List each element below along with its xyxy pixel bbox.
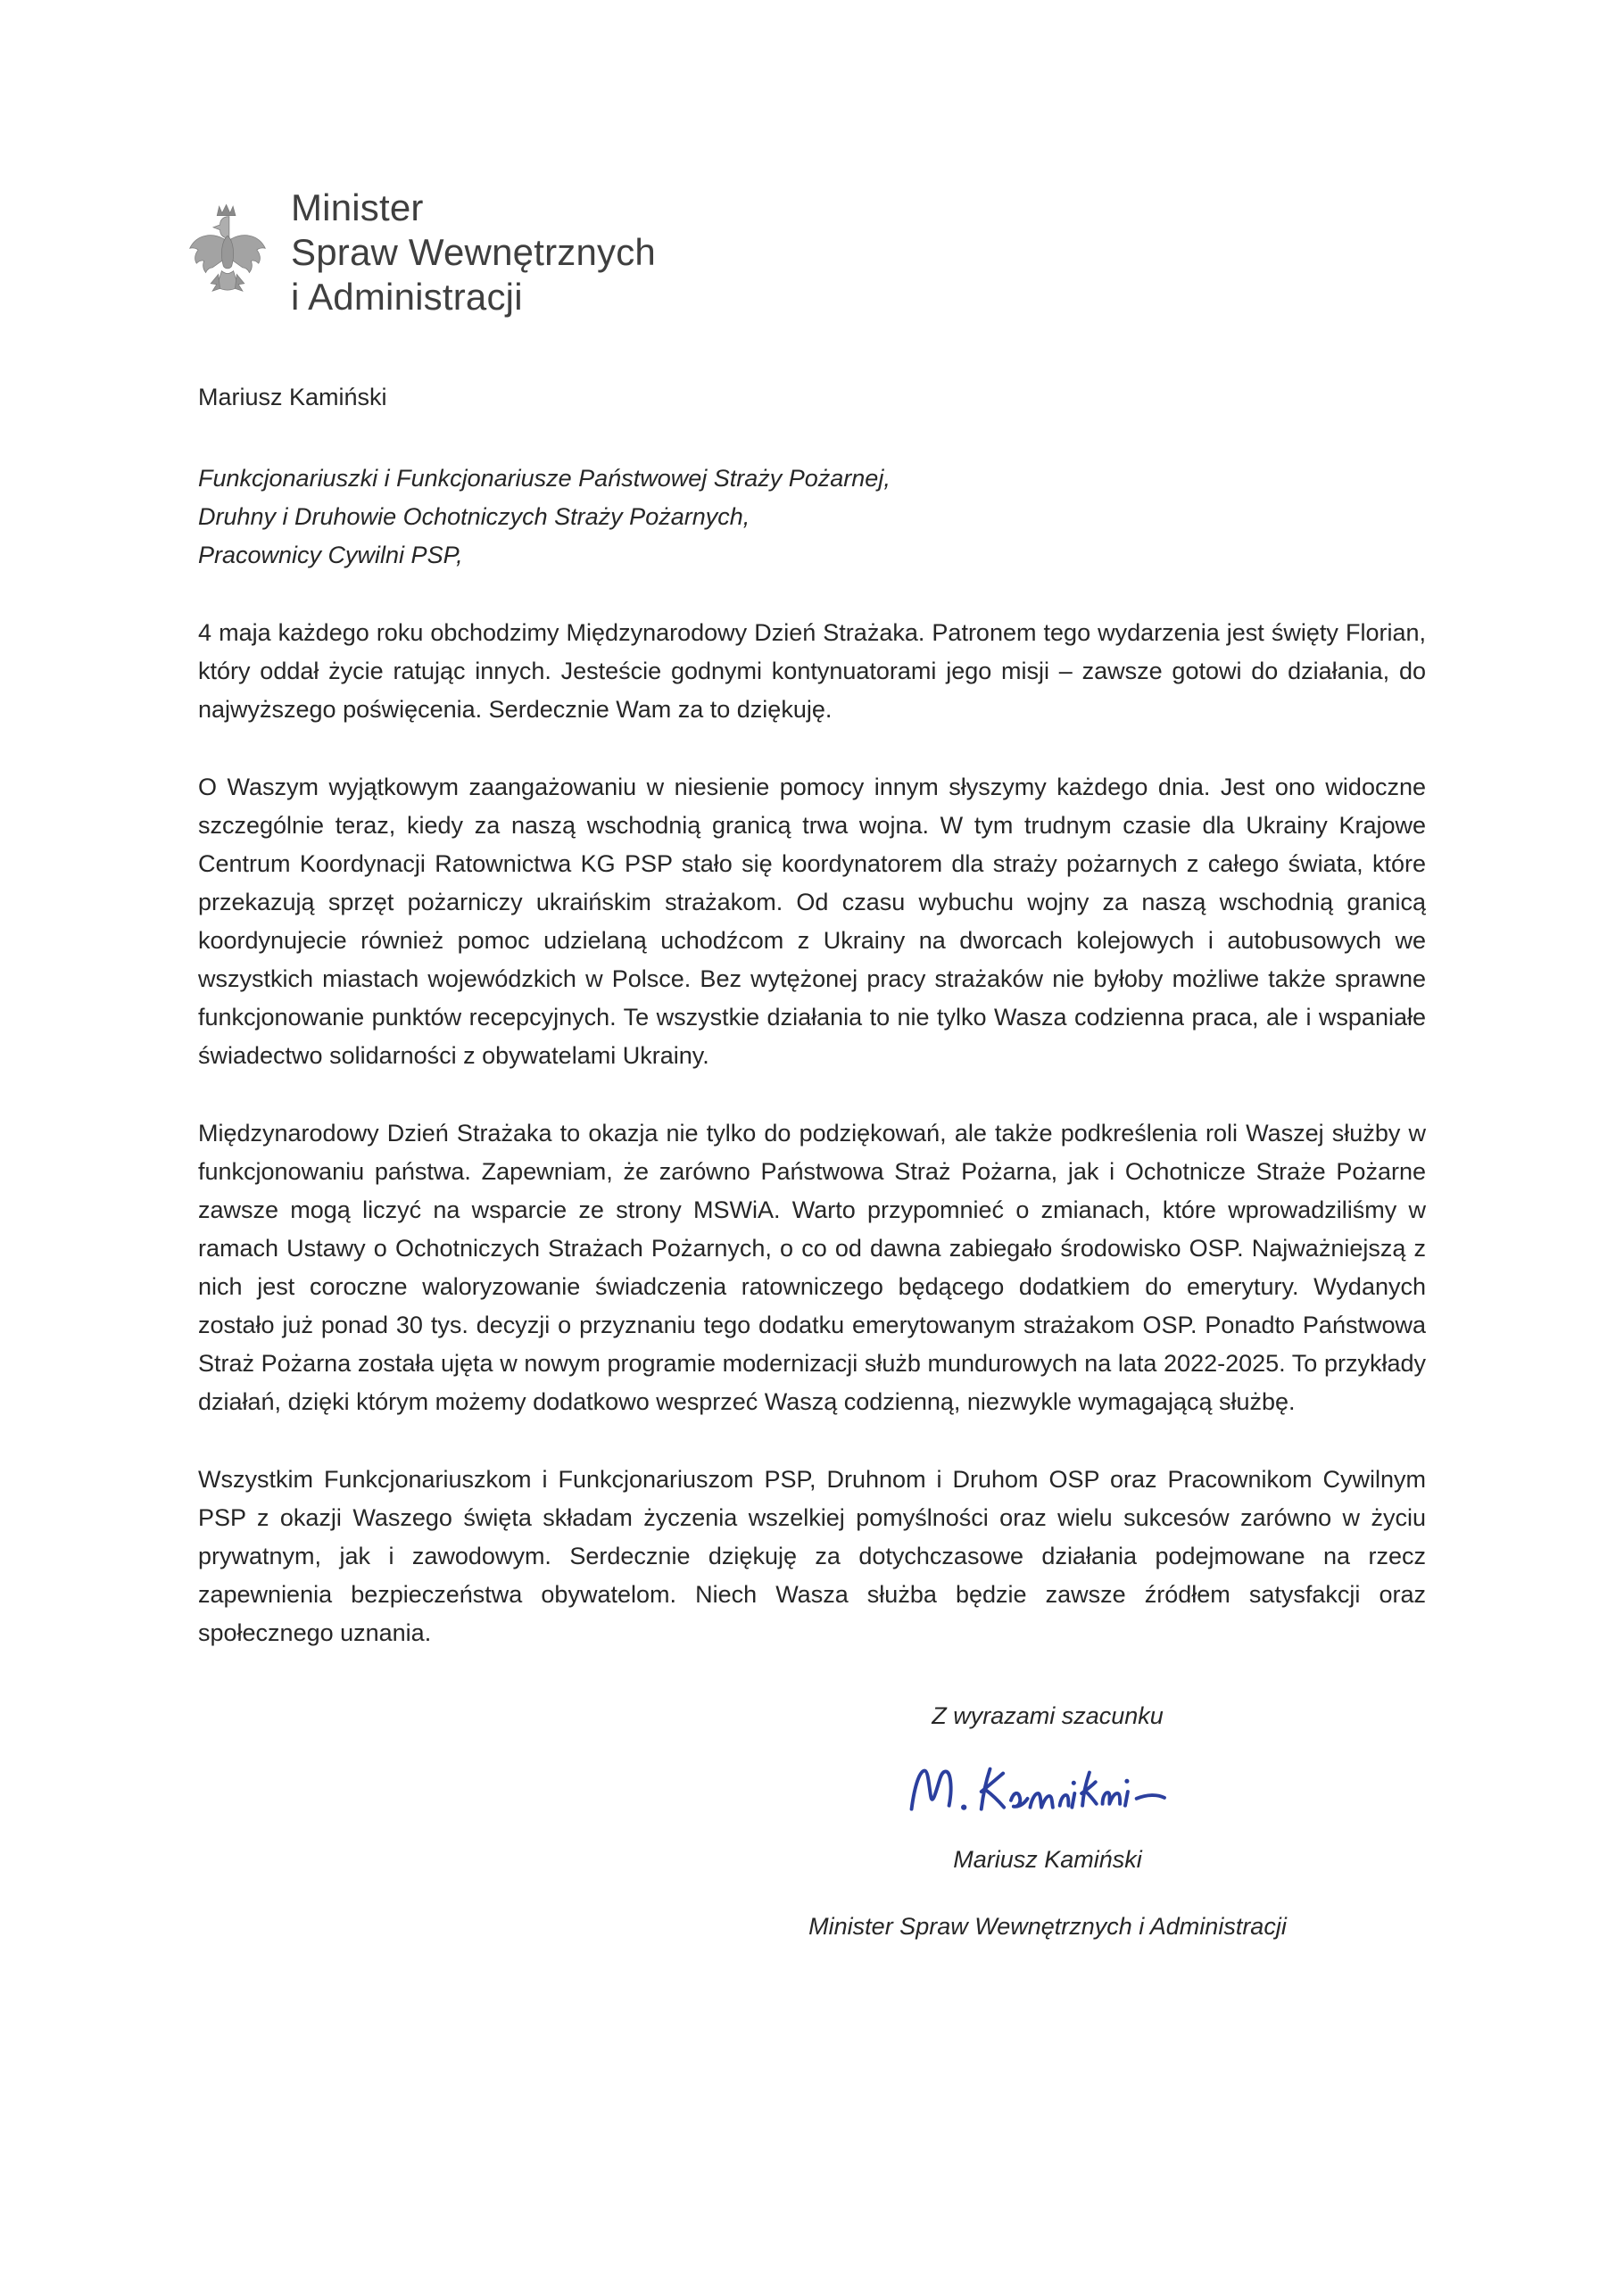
body-paragraph-4: Wszystkim Funkcjonariuszkom i Funkcjonariuszom PSP, Druhnom i Druhom OSP oraz Pracownikom Cywilnym PSP z okazji Waszego święta składam życzenia wszelkiej pomyślności oraz wielu sukcesów zarówno w życiu prywatnym, jak i zawodowym. Serdecznie dziękuję za dotychczasowe działania podejmowane na rzecz zapewnienia bezpieczeństwa obywatelom. Niech Wasza służba będzie zawsze źródłem satysfakcji oraz społecznego uznania. bbox=[198, 1466, 1426, 1646]
ministry-line-3: i Administracji bbox=[291, 276, 523, 318]
body-paragraph-3: Międzynarodowy Dzień Strażaka to okazja nie tylko do podziękowań, ale także podkreślenia roli Waszej służby w funkcjonowaniu państwa. Zapewniam, że zarówno Państwowa Straż Pożarna, jak i Ochotnicze Straże Pożarne zawsze mogą liczyć na wsparcie ze strony MSWiA. Warto przypomnieć o zmianach, które wprowadziliśmy w ramach Ustawy o Ochotniczych Strażach Pożarnych, o co od dawna zabiegało środowisko OSP. Najważniejszą z nich jest coroczne waloryzowanie świadczenia ratowniczego będącego dodatkiem do emerytury. Wydanych zostało już ponad 30 tys. decyzji o przyznaniu tego dodatku emerytowanym strażakom OSP. Ponadto Państwowa Straż Pożarna została ujęta w nowym programie modernizacji służb mundurowych na lata 2022-2025. To przykłady działań, dzięki którym możemy dodatkowo wesprzeć Waszą codzienną, niezwykle wymagającą służbę. bbox=[198, 1120, 1426, 1415]
coat-of-arms-eagle-icon bbox=[186, 201, 269, 304]
salutation-line-2: Druhny i Druhowie Ochotniczych Straży Pożarnych, bbox=[198, 503, 750, 530]
closing-block bbox=[708, 1697, 1387, 1946]
ministry-name bbox=[291, 186, 656, 319]
salutation-block bbox=[198, 459, 1426, 575]
salutation-line-1: Funkcjonariuszki i Funkcjonariusze Państwowej Straży Pożarnej, bbox=[198, 465, 891, 492]
ministry-line-2: Spraw Wewnętrznych bbox=[291, 231, 656, 273]
closing-salutation: Z wyrazami szacunku bbox=[932, 1702, 1164, 1729]
signature-name: Mariusz Kamiński bbox=[953, 1846, 1142, 1873]
ministry-line-1: Minister bbox=[291, 186, 424, 228]
sender-name: Mariusz Kamiński bbox=[198, 384, 387, 410]
handwritten-signature-icon bbox=[898, 1755, 1197, 1832]
body-paragraph-1: 4 maja każdego roku obchodzimy Międzynarodowy Dzień Strażaka. Patronem tego wydarzenia jest święty Florian, który oddał życie ratując innych. Jesteście godnymi kontynuatorami jego misji – zawsze gotowi do działania, do najwyższego poświęcenia. Serdecznie Wam za to dziękuję. bbox=[198, 619, 1426, 723]
body-paragraph-2: O Waszym wyjątkowym zaangażowaniu w niesienie pomocy innym słyszymy każdego dnia. Jest ono widoczne szczególnie teraz, kiedy za naszą wschodnią granicą trwa wojna. W tym trudnym czasie dla Ukrainy Krajowe Centrum Koordynacji Ratownictwa KG PSP stało się koordynatorem dla straży pożarnych z całego świata, które przekazują sprzęt pożarniczy ukraińskim strażakom. Od czasu wybuchu wojny za naszą wschodnią granicą koordynujecie również pomoc udzielaną uchodźcom z Ukrainy na dworcach kolejowych i autobusowych we wszystkich miastach wojewódzkich w Polsce. Bez wytężonej pracy strażaków nie byłoby możliwe także sprawne funkcjonowanie punktów recepcyjnych. Te wszystkie działania to nie tylko Wasza codzienna praca, ale i wspaniałe świadectwo solidarności z obywatelami Ukrainy. bbox=[198, 774, 1426, 1069]
signature-title: Minister Spraw Wewnętrznych i Administracji bbox=[808, 1913, 1287, 1940]
letterhead bbox=[186, 186, 1426, 319]
salutation-line-3: Pracownicy Cywilni PSP, bbox=[198, 542, 463, 568]
